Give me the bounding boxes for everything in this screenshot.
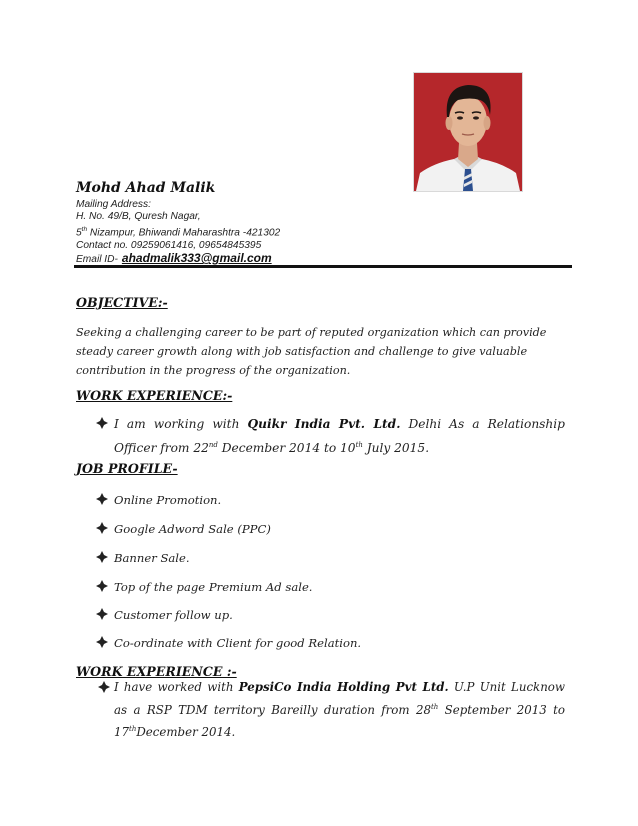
contact-numbers: Contact no. 09259061416, 09654845395: [76, 239, 262, 251]
address-line-1: H. No. 49/B, Quresh Nagar,: [76, 211, 201, 223]
work-experience-2-heading: WORK EXPERIENCE :-: [76, 664, 237, 679]
mailing-address-label: Mailing Address:: [76, 199, 151, 210]
job-profile-item: Banner Sale.: [95, 548, 190, 568]
job-profile-item: Co-ordinate with Client for good Relation.: [95, 633, 361, 653]
profile-photo: [413, 72, 523, 192]
objective-text: Seeking a challenging career to be part of reputed organization which can provide steady career growth along with job satisfaction and challenge to give valuable contribution in the progress of the organization.: [76, 326, 547, 377]
diamond-bullet-icon: [95, 550, 109, 564]
diamond-bullet-icon: [95, 607, 109, 621]
diamond-bullet-icon: [95, 579, 109, 593]
company-name: Quikr India Pvt. Ltd.: [247, 417, 401, 431]
job-profile-item: Online Promotion.: [95, 490, 221, 510]
diamond-bullet-icon: [95, 635, 109, 649]
job-profile-item: Top of the page Premium Ad sale.: [95, 577, 313, 597]
header-divider: [74, 265, 572, 268]
work-experience-item: I am working with Quikr India Pvt. Ltd. Delhi As a Relationship Officer from 22nd December 2014 to 10th July 2015.: [95, 414, 565, 459]
email-link[interactable]: ahadmalik333@gmail.com: [121, 251, 272, 266]
company-name-2: PepsiCo India Holding Pvt Ltd.: [238, 680, 449, 694]
job-profile-item: Customer follow up.: [95, 605, 233, 625]
job-profile-heading: JOB PROFILE-: [76, 461, 178, 476]
diamond-bullet-icon: [97, 680, 111, 694]
contact-block: [76, 180, 280, 266]
work-experience-2-item: I have worked with PepsiCo India Holding Pvt Ltd. U.P Unit Lucknow as a RSP TDM territory Bareilly duration from 28th September 2013 to 17thDecember 2014.: [97, 678, 565, 742]
work-experience-heading: WORK EXPERIENCE:-: [76, 388, 233, 403]
email-label: Email ID-: [76, 254, 118, 266]
diamond-bullet-icon: [95, 492, 109, 506]
address-line-2: 5th Nizampur, Bhiwandi Maharashtra -421302: [76, 225, 281, 239]
diamond-bullet-icon: [95, 521, 109, 535]
diamond-bullet-icon: [95, 416, 109, 430]
candidate-name: Mohd Ahad Malik: [76, 180, 216, 196]
job-profile-item: Google Adword Sale (PPC): [95, 519, 271, 539]
objective-heading: OBJECTIVE:-: [76, 295, 168, 310]
person-portrait-icon: [414, 73, 522, 191]
